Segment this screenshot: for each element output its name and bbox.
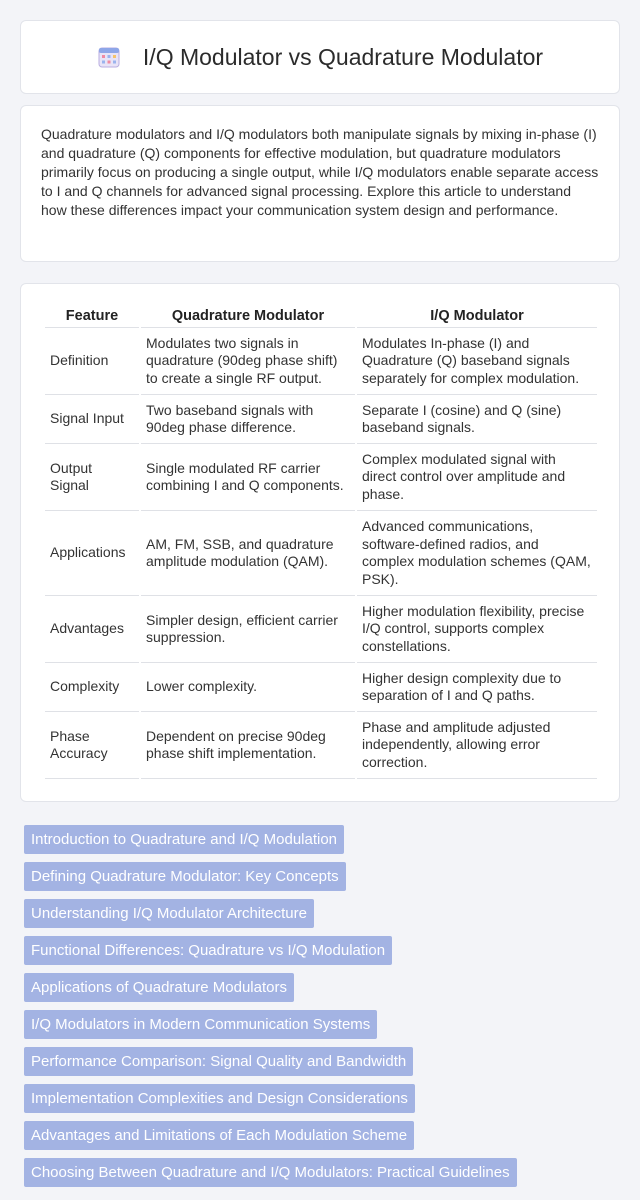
- topic-link[interactable]: Introduction to Quadrature and I/Q Modulation: [24, 825, 344, 854]
- comparison-table: [43, 302, 599, 779]
- table-cell-feature: Phase Accuracy: [45, 712, 139, 779]
- table-cell-quadrature: AM, FM, SSB, and quadrature amplitude modulation (QAM).: [141, 511, 355, 596]
- topic-link[interactable]: Performance Comparison: Signal Quality and Bandwidth: [24, 1047, 413, 1076]
- table-row: [45, 712, 597, 779]
- table-cell-iq: Separate I (cosine) and Q (sine) baseband signals.: [357, 395, 597, 444]
- page-title: I/Q Modulator vs Quadrature Modulator: [142, 43, 544, 70]
- table-cell-quadrature: Lower complexity.: [141, 663, 355, 712]
- table-cell-feature: Output Signal: [45, 444, 139, 511]
- table-header-row: [45, 302, 597, 328]
- table-cell-quadrature: Single modulated RF carrier combining I and Q components.: [141, 444, 355, 511]
- table-cell-iq: Complex modulated signal with direct control over amplitude and phase.: [357, 444, 597, 511]
- topic-link[interactable]: Defining Quadrature Modulator: Key Concepts: [24, 862, 346, 891]
- table-row: [45, 663, 597, 712]
- table-cell-quadrature: Two baseband signals with 90deg phase difference.: [141, 395, 355, 444]
- table-row: [45, 395, 597, 444]
- intro-text: Quadrature modulators and I/Q modulators both manipulate signals by mixing in-phase (I) and quadrature (Q) components for effective modulation, but quadrature modulators primarily focus on producing a single output, while I/Q modulators enable separate access to I and Q channels for advanced signal processing. Explore this article to understand how these differences impact your communication system design and performance.: [41, 126, 599, 218]
- table-row: [45, 511, 597, 596]
- topic-link[interactable]: I/Q Modulators in Modern Communication Systems: [24, 1010, 377, 1039]
- calendar-grid-icon: [97, 45, 121, 69]
- table-cell-feature: Definition: [45, 328, 139, 395]
- table-cell-feature: Applications: [45, 511, 139, 596]
- topic-links: [24, 825, 624, 1195]
- table-cell-quadrature: Simpler design, efficient carrier suppression.: [141, 596, 355, 663]
- topic-link[interactable]: Functional Differences: Quadrature vs I/Q Modulation: [24, 936, 392, 965]
- table-cell-feature: Complexity: [45, 663, 139, 712]
- table-cell-quadrature: Dependent on precise 90deg phase shift implementation.: [141, 712, 355, 779]
- topic-link[interactable]: Implementation Complexities and Design Considerations: [24, 1084, 415, 1113]
- table-cell-iq: Phase and amplitude adjusted independently, allowing error correction.: [357, 712, 597, 779]
- table-cell-iq: Higher design complexity due to separation of I and Q paths.: [357, 663, 597, 712]
- header-card: [20, 20, 620, 94]
- table-cell-feature: Signal Input: [45, 395, 139, 444]
- column-header-quadrature: Quadrature Modulator: [141, 302, 355, 328]
- table-row: [45, 596, 597, 663]
- table-cell-iq: Modulates In-phase (I) and Quadrature (Q) baseband signals separately for complex modulation.: [357, 328, 597, 395]
- comparison-table-card: [20, 283, 620, 802]
- table-cell-feature: Advantages: [45, 596, 139, 663]
- column-header-iq: I/Q Modulator: [357, 302, 597, 328]
- topic-link[interactable]: Understanding I/Q Modulator Architecture: [24, 899, 314, 928]
- table-cell-quadrature: Modulates two signals in quadrature (90deg phase shift) to create a single RF output.: [141, 328, 355, 395]
- topic-link[interactable]: Applications of Quadrature Modulators: [24, 973, 294, 1002]
- topic-link[interactable]: Advantages and Limitations of Each Modulation Scheme: [24, 1121, 414, 1150]
- intro-card: [20, 105, 620, 262]
- table-cell-iq: Higher modulation flexibility, precise I/Q control, supports complex constellations.: [357, 596, 597, 663]
- table-cell-iq: Advanced communications, software-defined radios, and complex modulation schemes (QAM, PSK).: [357, 511, 597, 596]
- topic-link[interactable]: Choosing Between Quadrature and I/Q Modulators: Practical Guidelines: [24, 1158, 517, 1187]
- column-header-feature: Feature: [45, 302, 139, 328]
- table-row: [45, 444, 597, 511]
- table-row: [45, 328, 597, 395]
